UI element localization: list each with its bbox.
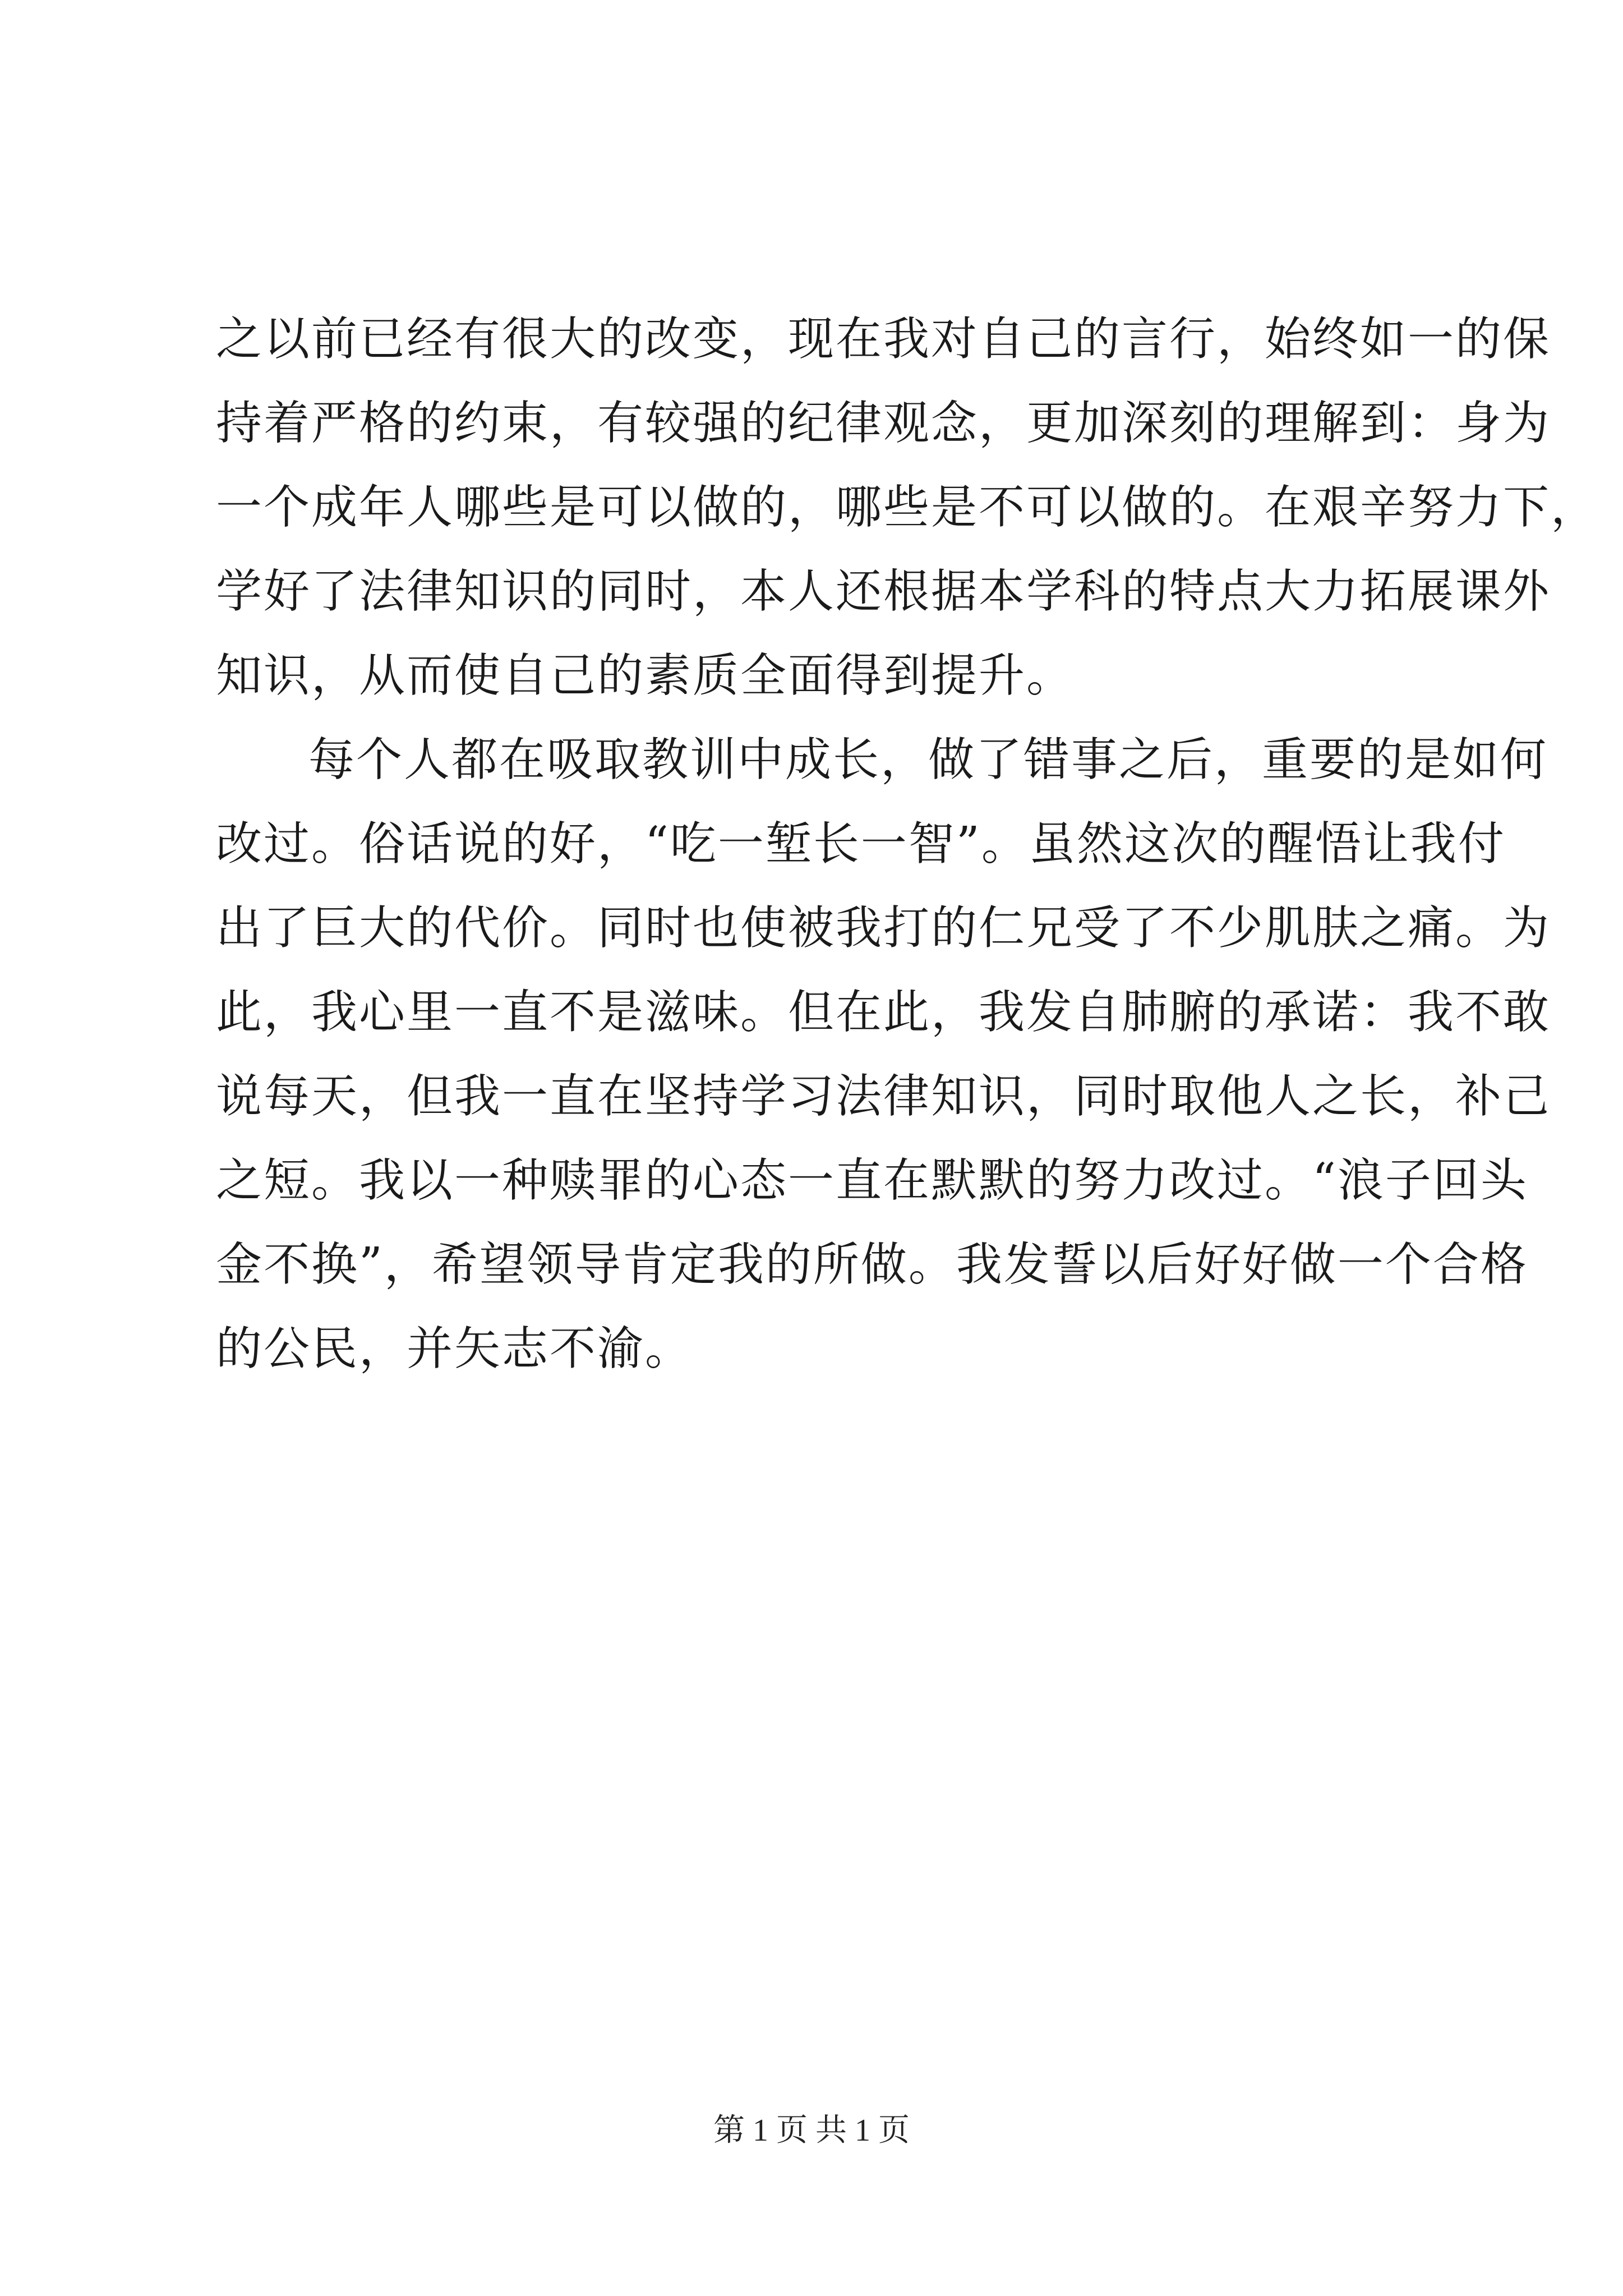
paragraph-1-line-2: 持着严格的约束，有较强的纪律观念，更加深刻的理解到：身为 xyxy=(216,397,1551,450)
paragraph-2-line-1: 每个人都在吸取教训中成长，做了错事之后，重要的是如何 xyxy=(308,733,1548,786)
paragraph-2-line-5: 说每天，但我一直在坚持学习法律知识，同时取他人之长，补己 xyxy=(216,1070,1551,1123)
paragraph-1-line-4: 学好了法律知识的同时，本人还根据本学科的特点大力拓展课外 xyxy=(216,565,1551,618)
paragraph-2-line-8: 的公民，并矢志不渝。 xyxy=(216,1322,693,1375)
paragraph-1-line-5: 知识，从而使自己的素质全面得到提升。 xyxy=(216,649,1075,702)
paragraph-2-line-6: 之短。我以一种赎罪的心态一直在默默的努力改过。“浪子回头 xyxy=(216,1154,1528,1207)
paragraph-1-line-1: 之以前已经有很大的改变，现在我对自己的言行，始终如一的保 xyxy=(216,312,1551,366)
paragraph-2-line-3: 出了巨大的代价。同时也使被我打的仁兄受了不少肌肤之痛。为 xyxy=(216,901,1551,955)
page-number-footer: 第 1 页 共 1 页 xyxy=(713,2113,910,2148)
paragraph-2-line-7: 金不换”，希望领导肯定我的所做。我发誓以后好好做一个合格 xyxy=(216,1238,1528,1291)
paragraph-1-line-3: 一个成年人哪些是可以做的，哪些是不可以做的。在艰辛努力下， xyxy=(216,481,1599,534)
paragraph-2-line-4: 此，我心里一直不是滋味。但在此，我发自肺腑的承诺：我不敢 xyxy=(216,986,1551,1039)
paragraph-2-line-2: 改过。俗话说的好，“吃一堑长一智”。虽然这次的醒悟让我付 xyxy=(216,817,1506,871)
